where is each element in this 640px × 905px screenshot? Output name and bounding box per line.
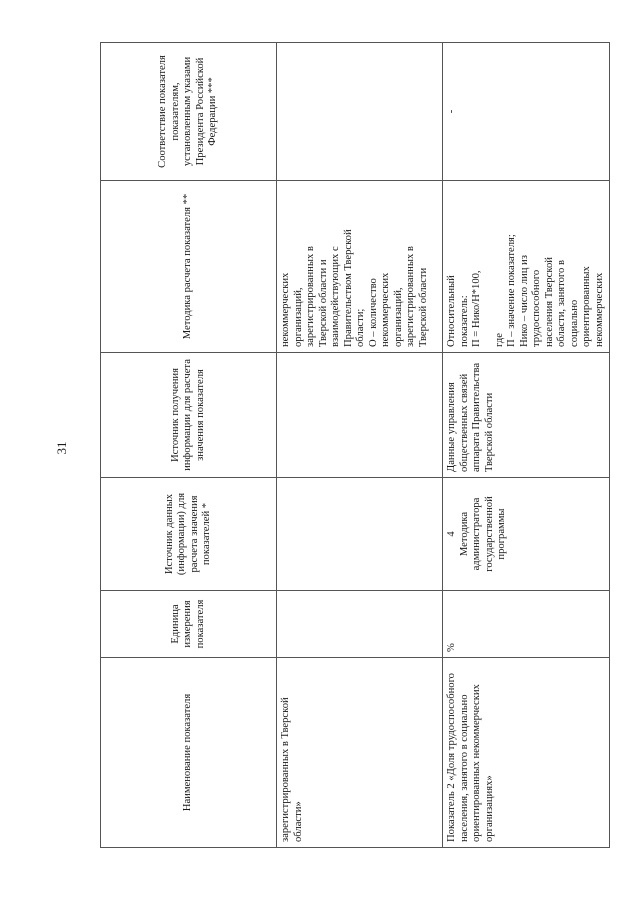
header-name: Наименование показателя	[101, 658, 277, 848]
method-line: О – количество	[367, 278, 379, 347]
method-line: Относительный	[446, 275, 457, 347]
row2-unit: %	[443, 591, 610, 658]
table-row	[277, 43, 443, 848]
method-line: Тверской области	[417, 267, 429, 347]
row2-compliance: -	[443, 43, 610, 181]
method-line: зарегистрированных в	[305, 246, 316, 347]
method-def-line: области, занятого в	[556, 260, 567, 347]
row1-unit	[277, 591, 443, 658]
method-line: Тверской области и	[317, 259, 329, 347]
table-row	[443, 43, 610, 848]
row2-source-info: Данные управления общественных связей аппарата Правительства Тверской области	[443, 353, 610, 478]
method-line: области;	[355, 308, 366, 347]
source-number: 4	[446, 531, 457, 537]
row2-method	[443, 181, 610, 353]
method-line: показатель:	[458, 295, 470, 347]
header-unit: Единица измерения показателя	[101, 591, 277, 658]
method-line: некоммерческих	[380, 272, 391, 347]
rotated-table-container	[100, 43, 603, 848]
header-source-info: Источник получения информации для расчета значения показателя	[101, 353, 277, 478]
method-line: некоммерческих	[280, 272, 291, 347]
method-line: Правительством Тверской	[342, 229, 354, 347]
header-row	[101, 43, 277, 848]
header-compliance: Соответствие показателя показателям, установленным указами Президента Российской Федерации ***	[101, 43, 277, 181]
method-where: где	[493, 333, 505, 347]
method-def-line: населения Тверской	[543, 257, 555, 347]
method-line: зарегистрированных в	[405, 246, 416, 347]
method-line: П = Нико/Н*100,	[471, 270, 482, 347]
method-line: взаимодействующих с	[330, 246, 341, 347]
header-source-data: Источник данных (информации) для расчета значения показателей *	[101, 478, 277, 591]
method-def-line: Нико – число лиц из	[518, 255, 530, 347]
method-line: организаций,	[292, 287, 304, 347]
row1-source-info	[277, 353, 443, 478]
page-number: 31	[54, 441, 69, 455]
method-def-line: П – значение показателя;	[506, 234, 517, 347]
spacer	[484, 186, 494, 347]
row2-source-data	[443, 478, 610, 591]
source-text: Методика администратора государственной программы	[458, 496, 507, 572]
row1-name: зарегистрированных в Тверской области»	[277, 658, 443, 848]
row1-source-data	[277, 478, 443, 591]
header-method: Методика расчета показателя **	[101, 181, 277, 353]
row1-compliance	[277, 43, 443, 181]
method-def-line: некоммерческих	[593, 272, 605, 347]
row2-name: Показатель 2 «Доля трудоспособного населения, занятого в социально ориентированных некоммерческих организациях»	[443, 658, 610, 848]
indicator-table	[100, 42, 610, 848]
method-def-line: ориентированных	[581, 266, 592, 347]
method-def-line: трудоспособного	[531, 269, 542, 347]
row1-method	[277, 181, 443, 353]
method-def-line: социально	[568, 299, 580, 347]
method-line: организаций,	[392, 287, 404, 347]
